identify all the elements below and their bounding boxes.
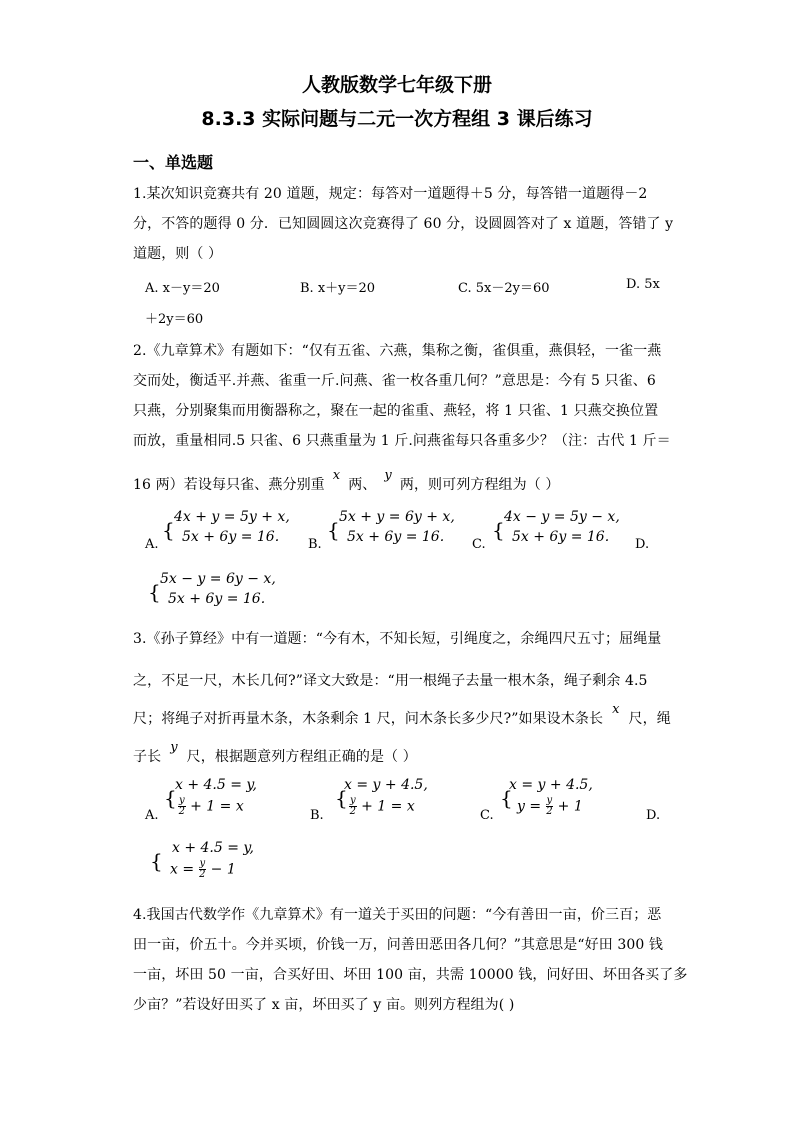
brace-icon: { xyxy=(335,786,348,810)
q2-a-eq1: 4x + y = 5y + x, xyxy=(174,509,290,525)
q2-line5 xyxy=(133,468,560,494)
q1-option-d: D. 5x xyxy=(626,277,660,292)
q3-b-eq2: $\frac{y}{2}$ + 1 = x xyxy=(349,795,415,817)
q3-a-eq2: $\frac{y}{2}$ + 1 = x xyxy=(178,795,244,817)
q4-line3: 一亩，坏田 50 一亩，合买好田、坏田 100 亩，共需 10000 钱，问好田、坏田各买了多 xyxy=(133,967,688,983)
q3-label-a: A. xyxy=(145,808,159,823)
q2-line1: 2.《九章算术》有题如下：“仅有五雀、六燕，集称之衡，雀俱重，燕俱轻，一雀一燕 xyxy=(133,343,662,359)
q1-option-a: A. x－y＝20 xyxy=(145,281,220,296)
q2-line5-c: 两，则可列方程组为（ ） xyxy=(399,477,560,493)
brace-icon: { xyxy=(492,518,505,542)
q2-line2: 交而处，衡适平.并燕、雀重一斤.问燕、雀一枚各重几何？”意思是：今有 5 只雀、6 xyxy=(133,373,656,389)
q2-label-c: C. xyxy=(472,537,486,552)
q2-b-eq1: 5x + y = 6y + x, xyxy=(339,509,455,525)
brace-icon: { xyxy=(148,580,161,604)
q3-line3-a: 尺；将绳子对折再量木条，木条剩余 1 尺，问木条长多少尺?”如果设木条长 xyxy=(133,711,604,727)
q3-var-x: x xyxy=(612,702,620,717)
q2-a-eq2: 5x + 6y = 16. xyxy=(182,529,280,545)
q3-c-eq2: y = $\frac{y}{2}$ + 1 xyxy=(517,795,583,817)
q1-option-d-cont: ＋2y＝60 xyxy=(145,312,204,327)
q3-line3-b: 尺，绳 xyxy=(628,711,671,727)
q2-d-eq2: 5x + 6y = 16. xyxy=(168,591,266,607)
q3-line4-b: 尺，根据题意列方程组正确的是（ ） xyxy=(186,749,417,765)
q2-line3: 只燕，分别聚集而用衡器称之，聚在一起的雀重、燕轻，将 1 只雀、1 只燕交换位置 xyxy=(133,403,659,419)
q4-line2: 田一亩，价五十。今并买顷，价钱一万，问善田恶田各几何？”其意思是“好田 300 钱 xyxy=(133,937,664,953)
q2-c-eq1: 4x − y = 5y − x, xyxy=(504,509,620,525)
q2-label-d: D. xyxy=(635,537,650,552)
section-heading: 一、单选题 xyxy=(133,153,214,172)
q2-d-eq1: 5x − y = 6y − x, xyxy=(160,571,276,587)
q3-var-y: y xyxy=(170,740,178,755)
q2-line5-a: 16 两）若设每只雀、燕分别重 xyxy=(133,477,325,493)
q3-a-eq1: x + 4.5 = y, xyxy=(175,777,257,793)
brace-icon: { xyxy=(164,786,177,810)
q3-c-eq1: x = y + 4.5, xyxy=(509,777,593,793)
brace-icon: { xyxy=(500,786,513,810)
q1-option-b: B. x＋y＝20 xyxy=(300,281,376,296)
q3-line4 xyxy=(133,740,417,766)
brace-icon: { xyxy=(327,518,340,542)
q1-line2: 分，不答的题得 0 分．已知圆圆这次竞赛得了 60 分，设圆圆答对了 x 道题，答错了 y xyxy=(133,216,674,232)
brace-icon: { xyxy=(162,518,175,542)
q3-line3 xyxy=(133,702,671,728)
q1-line3: 道题，则（ ） xyxy=(133,246,223,262)
q3-b-eq1: x = y + 4.5, xyxy=(344,777,428,793)
q3-line2: 之，不足一尺，木长几何?”译文大致是：“用一根绳子去量一根木条，绳子剩余 4.5 xyxy=(133,673,648,689)
q2-line4: 而放，重量相同.5 只雀、6 只燕重量为 1 斤.问燕雀每只各重多少？（注：古代 1 斤＝ xyxy=(133,433,671,449)
q2-label-a: A. xyxy=(145,537,159,552)
doc-title: 人教版数学七年级下册 xyxy=(301,74,492,96)
q3-line1: 3.《孙子算经》中有一道题：“今有木，不知长短，引绳度之，余绳四尺五寸；屈绳量 xyxy=(133,631,662,647)
q2-b-eq2: 5x + 6y = 16. xyxy=(347,529,445,545)
q2-c-eq2: 5x + 6y = 16. xyxy=(512,529,610,545)
q2-var-x: x xyxy=(332,468,341,483)
q4-line1: 4.我国古代数学作《九章算术》有一道关于买田的问题：“今有善田一亩，价三百；恶 xyxy=(133,907,662,923)
q3-d-eq1: x + 4.5 = y, xyxy=(172,840,254,856)
q3-label-b: B. xyxy=(310,808,324,823)
brace-icon: { xyxy=(150,849,163,873)
q4-line4: 少亩？”若设好田买了 x 亩，坏田买了 y 亩。则列方程组为( ) xyxy=(133,997,515,1013)
q1-line1: 1.某次知识竞赛共有 20 道题，规定：每答对一道题得＋5 分，每答错一道题得－2 xyxy=(133,186,648,202)
q3-line4-a: 子长 xyxy=(133,749,162,765)
q2-line5-b: 两、 xyxy=(348,477,377,493)
q3-d-eq2: x = $\frac{y}{2}$ − 1 xyxy=(170,858,236,880)
q2-label-b: B. xyxy=(308,537,322,552)
doc-subtitle: 8.3.3 实际问题与二元一次方程组 3 课后练习 xyxy=(201,108,593,130)
q2-var-y: y xyxy=(384,468,392,483)
q3-label-c: C. xyxy=(480,808,494,823)
q3-label-d: D. xyxy=(646,808,661,823)
q1-option-c: C. 5x－2y＝60 xyxy=(458,281,550,296)
